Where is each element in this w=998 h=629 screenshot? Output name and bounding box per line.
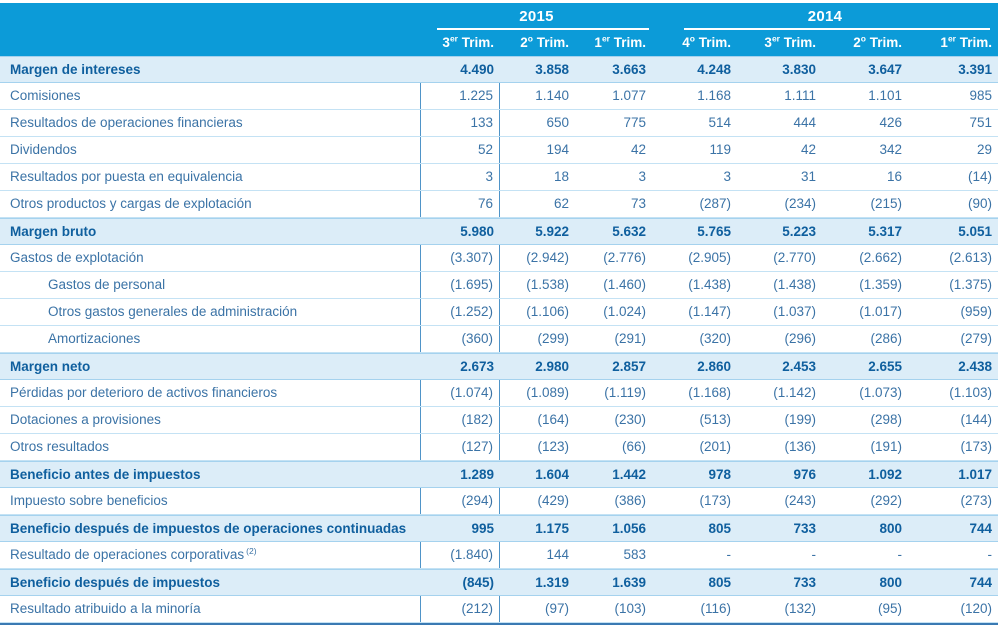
- table-header-band: [0, 3, 998, 56]
- cell-value: 5.317: [868, 224, 902, 239]
- cell-value: (2.776): [603, 250, 646, 265]
- cell-value: (1.142): [773, 385, 816, 400]
- quarter-header-row: [0, 29, 998, 56]
- cell-value: 5.922: [535, 224, 569, 239]
- quarter-header-2015-q1: 1er Trim.: [594, 33, 646, 50]
- quarter-header-2014-q2: 2$^o$ Trim.: [853, 33, 902, 50]
- quarter-header-2014-q1: 1er Trim.: [940, 33, 992, 50]
- cell-value: 1.289: [460, 467, 494, 482]
- table-row: [0, 488, 998, 515]
- table-row: [0, 83, 998, 110]
- table-row: [0, 326, 998, 353]
- row-label: Otros productos y cargas de explotación: [0, 191, 421, 217]
- cell-value: (97): [544, 601, 569, 616]
- row-label: Resultado atribuido a la minoría: [0, 596, 421, 622]
- cell-value: 985: [969, 88, 992, 103]
- row-label: Beneficio después de impuestos: [10, 575, 221, 590]
- cell-value: 978: [708, 467, 731, 482]
- cell-value: (243): [784, 493, 816, 508]
- quarter-header-2014-q3: 3er Trim.: [764, 33, 816, 50]
- table-row: [0, 245, 998, 272]
- year-label: 2015: [519, 8, 554, 25]
- row-label: Gastos de explotación: [0, 245, 421, 271]
- cell-value: (360): [421, 326, 500, 352]
- cell-value: (1.073): [859, 385, 902, 400]
- header-corner-spacer: [0, 29, 421, 56]
- cell-value: 1.225: [421, 83, 500, 109]
- cell-value: (1.037): [773, 304, 816, 319]
- cell-value: 650: [546, 115, 569, 130]
- cell-value: 1.092: [868, 467, 902, 482]
- cell-value: 2.860: [697, 359, 731, 374]
- cell-value: 3.858: [535, 62, 569, 77]
- cell-value: (1.252): [421, 299, 500, 325]
- cell-value: 42: [800, 142, 816, 157]
- cell-value: 2.438: [958, 359, 992, 374]
- row-label: Amortizaciones: [0, 326, 421, 352]
- row-label: Beneficio después de impuestos de operaciones continuadas: [10, 521, 407, 536]
- row-label: Margen neto: [10, 359, 91, 374]
- row-label: Gastos de personal: [0, 272, 421, 298]
- table-row: [0, 461, 998, 488]
- cell-value: (845): [462, 575, 494, 590]
- cell-value: 194: [546, 142, 569, 157]
- cell-value: (2.662): [859, 250, 902, 265]
- cell-value: (136): [784, 439, 816, 454]
- cell-value: (1.147): [688, 304, 731, 319]
- cell-value: 1.017: [958, 467, 992, 482]
- cell-value: 2.857: [612, 359, 646, 374]
- cell-value: (291): [614, 331, 646, 346]
- cell-value: 2.980: [535, 359, 569, 374]
- cell-value: 144: [546, 547, 569, 562]
- row-label: Dotaciones a provisiones: [0, 407, 421, 433]
- table-row: [0, 569, 998, 596]
- cell-value: 5.980: [460, 224, 494, 239]
- cell-value: (294): [421, 488, 500, 514]
- quarter-header-2015-q2: 2$^o$ Trim.: [520, 33, 569, 50]
- table-row: [0, 407, 998, 434]
- cell-value: 744: [969, 521, 992, 536]
- year-label: 2014: [807, 8, 843, 25]
- year-underline: [437, 28, 649, 30]
- cell-value: 3.830: [782, 62, 816, 77]
- cell-value: 733: [793, 575, 816, 590]
- row-label: Margen de intereses: [10, 62, 141, 77]
- cell-value: 444: [793, 115, 816, 130]
- table-row: [0, 434, 998, 461]
- cell-value: (164): [537, 412, 569, 427]
- cell-value: (103): [614, 601, 646, 616]
- cell-value: (1.106): [526, 304, 569, 319]
- cell-value: 3.647: [868, 62, 902, 77]
- cell-value: 31: [800, 169, 816, 184]
- cell-value: 1.639: [612, 575, 646, 590]
- cell-value: (2.905): [688, 250, 731, 265]
- table-row: [0, 596, 998, 623]
- cell-value: (273): [960, 493, 992, 508]
- row-label: Resultado de operaciones corporativas $^{(2)}$: [0, 542, 421, 568]
- cell-value: 805: [708, 521, 731, 536]
- table-row: [0, 299, 998, 326]
- cell-value: 805: [708, 575, 731, 590]
- cell-value: (279): [960, 331, 992, 346]
- cell-value: 775: [623, 115, 646, 130]
- year-underline: [684, 28, 990, 30]
- cell-value: 800: [879, 575, 902, 590]
- cell-value: (513): [699, 412, 731, 427]
- cell-value: (173): [960, 439, 992, 454]
- cell-value: (287): [699, 196, 731, 211]
- cell-value: (215): [870, 196, 902, 211]
- cell-value: 751: [969, 115, 992, 130]
- cell-value: 744: [969, 575, 992, 590]
- quarter-header-2014-q4: 4$^o$ Trim.: [682, 33, 731, 50]
- cell-value: 3.663: [612, 62, 646, 77]
- cell-value: 4.490: [460, 62, 494, 77]
- table-row: [0, 137, 998, 164]
- cell-value: 1.442: [612, 467, 646, 482]
- cell-value: (1.695): [421, 272, 500, 298]
- table-row: [0, 56, 998, 83]
- cell-value: (2.942): [526, 250, 569, 265]
- cell-value: (3.307): [421, 245, 500, 271]
- table-row: [0, 272, 998, 299]
- cell-value: 1.056: [612, 521, 646, 536]
- cell-value: (298): [870, 412, 902, 427]
- cell-value: 1.175: [535, 521, 569, 536]
- cell-value: (1.438): [773, 277, 816, 292]
- table-row: [0, 164, 998, 191]
- cell-value: (292): [870, 493, 902, 508]
- cell-value: (286): [870, 331, 902, 346]
- cell-value: (132): [784, 601, 816, 616]
- cell-value: 5.765: [697, 224, 731, 239]
- cell-value: (299): [537, 331, 569, 346]
- cell-value: (199): [784, 412, 816, 427]
- table-row: [0, 191, 998, 218]
- cell-value: 73: [630, 196, 646, 211]
- cell-value: (1.375): [949, 277, 992, 292]
- row-label: Impuesto sobre beneficios: [0, 488, 421, 514]
- row-label: Margen bruto: [10, 224, 97, 239]
- cell-value: (120): [960, 601, 992, 616]
- cell-value: (1.017): [859, 304, 902, 319]
- table-row: [0, 218, 998, 245]
- year-group-2014: [652, 3, 998, 30]
- quarter-header-2015-q3: 3er Trim.: [442, 33, 494, 50]
- cell-value: 1.319: [535, 575, 569, 590]
- table-row: [0, 353, 998, 380]
- cell-value: -: [897, 547, 902, 562]
- cell-value: -: [726, 547, 731, 562]
- cell-value: 1.101: [868, 88, 902, 103]
- cell-value: (191): [870, 439, 902, 454]
- cell-value: (14): [967, 169, 992, 184]
- row-label: Otros resultados: [0, 434, 421, 460]
- cell-value: (1.460): [603, 277, 646, 292]
- row-label: Resultados por puesta en equivalencia: [0, 164, 421, 190]
- cell-value: (1.840): [421, 542, 500, 568]
- cell-value: 4.248: [697, 62, 731, 77]
- cell-value: (2.613): [949, 250, 992, 265]
- table-row: [0, 380, 998, 407]
- cell-value: 1.111: [784, 88, 816, 103]
- cell-value: (1.074): [421, 380, 500, 406]
- cell-value: (1.168): [688, 385, 731, 400]
- cell-value: (296): [784, 331, 816, 346]
- year-header-row: [0, 3, 998, 29]
- cell-value: 1.077: [612, 88, 646, 103]
- cell-value: (1.538): [526, 277, 569, 292]
- table-row: [0, 515, 998, 542]
- cell-value: 583: [623, 547, 646, 562]
- cell-value: (320): [699, 331, 731, 346]
- cell-value: 2.673: [460, 359, 494, 374]
- cell-value: 5.632: [612, 224, 646, 239]
- cell-value: 426: [879, 115, 902, 130]
- cell-value: (1.024): [603, 304, 646, 319]
- row-label: Resultados de operaciones financieras: [0, 110, 421, 136]
- cell-value: (1.103): [949, 385, 992, 400]
- cell-value: 16: [886, 169, 902, 184]
- cell-value: (959): [960, 304, 992, 319]
- cell-value: 5.051: [958, 224, 992, 239]
- cell-value: 976: [793, 467, 816, 482]
- cell-value: -: [811, 547, 816, 562]
- cell-value: 3.391: [958, 62, 992, 77]
- cell-value: (173): [699, 493, 731, 508]
- table-body: [0, 56, 998, 623]
- cell-value: 62: [553, 196, 569, 211]
- table-row: [0, 110, 998, 137]
- cell-value: -: [987, 547, 992, 562]
- year-group-2015: [421, 3, 652, 30]
- cell-value: 1.168: [697, 88, 731, 103]
- cell-value: (429): [537, 493, 569, 508]
- cell-value: 5.223: [782, 224, 816, 239]
- cell-value: (386): [614, 493, 646, 508]
- cell-value: (182): [421, 407, 500, 433]
- cell-value: (127): [421, 434, 500, 460]
- row-label: Comisiones: [0, 83, 421, 109]
- header-corner-spacer: [0, 3, 421, 30]
- cell-value: 2.453: [782, 359, 816, 374]
- cell-value: 800: [879, 521, 902, 536]
- cell-value: 3: [421, 164, 500, 190]
- cell-value: 514: [708, 115, 731, 130]
- cell-value: 1.604: [535, 467, 569, 482]
- cell-value: 29: [976, 142, 992, 157]
- cell-value: (123): [537, 439, 569, 454]
- cell-value: 52: [421, 137, 500, 163]
- cell-value: 733: [793, 521, 816, 536]
- cell-value: (1.119): [604, 385, 646, 400]
- cell-value: (212): [421, 596, 500, 622]
- row-label: Dividendos: [0, 137, 421, 163]
- cell-value: 119: [709, 142, 731, 157]
- cell-value: (95): [877, 601, 902, 616]
- cell-value: (201): [699, 439, 731, 454]
- cell-value: 133: [421, 110, 500, 136]
- cell-value: (2.770): [773, 250, 816, 265]
- cell-value: 995: [471, 521, 494, 536]
- cell-value: (144): [960, 412, 992, 427]
- cell-value: (230): [614, 412, 646, 427]
- cell-value: (1.438): [688, 277, 731, 292]
- cell-value: 342: [879, 142, 902, 157]
- row-label: Otros gastos generales de administración: [0, 299, 421, 325]
- cell-value: 1.140: [535, 88, 569, 103]
- cell-value: 76: [421, 191, 500, 217]
- cell-value: (234): [784, 196, 816, 211]
- cell-value: 3: [638, 169, 646, 184]
- cell-value: (66): [621, 439, 646, 454]
- cell-value: (116): [700, 601, 731, 616]
- bottom-border: [0, 623, 998, 625]
- cell-value: (1.359): [859, 277, 902, 292]
- cell-value: (90): [967, 196, 992, 211]
- cell-value: 42: [630, 142, 646, 157]
- footnote-marker: (2): [246, 545, 257, 556]
- row-label: Beneficio antes de impuestos: [10, 467, 201, 482]
- cell-value: 3: [723, 169, 731, 184]
- cell-value: (1.089): [526, 385, 569, 400]
- cell-value: 18: [553, 169, 569, 184]
- row-label: Pérdidas por deterioro de activos financieros: [0, 380, 421, 406]
- cell-value: 2.655: [868, 359, 902, 374]
- table-row: [0, 542, 998, 569]
